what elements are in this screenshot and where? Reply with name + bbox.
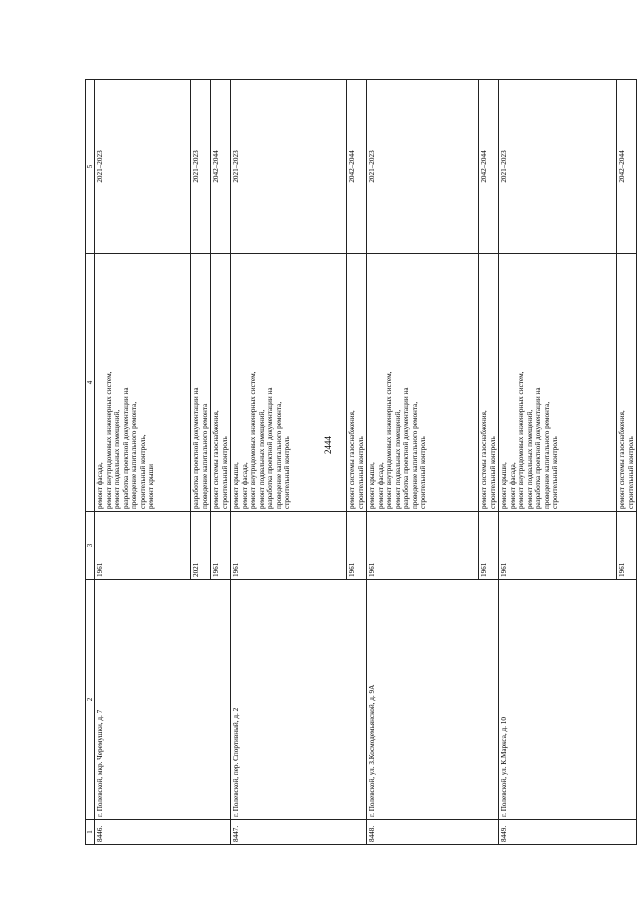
year-cell: 1961 <box>231 512 347 580</box>
work-item: строительный контроль, <box>138 434 147 509</box>
table-row <box>231 80 347 845</box>
works-cell <box>617 254 637 512</box>
work-item: проведение капитального ремонта, <box>410 401 419 509</box>
work-item: ремонт системы газоснабжения, <box>212 410 221 509</box>
table-body <box>95 80 637 845</box>
row-number: 8447. <box>231 820 367 845</box>
year-cell: 1961 <box>499 512 617 580</box>
work-item: ремонт фасада, <box>376 462 385 509</box>
address-cell: г. Полевской, мкр. Черемушки, д. 7 <box>95 580 231 820</box>
works-cell <box>367 254 479 512</box>
work-item: ремонт внутридомовых инженерных систем, <box>104 371 113 509</box>
work-item: разработка проектной документации на <box>192 387 201 509</box>
work-item: ремонт крыши <box>147 463 156 509</box>
works-cell <box>95 254 191 512</box>
address-cell: г. Полевской, ул. З.Космодемьянской, д. 9А <box>367 580 499 820</box>
header-col-3: 3 <box>86 512 95 580</box>
header-col-1: 1 <box>86 820 95 845</box>
period-cell: 2021–2023 <box>499 80 617 254</box>
table-header <box>86 80 95 845</box>
address-cell: г. Полевской, пер. Спортивный, д. 2 <box>231 580 367 820</box>
year-cell: 1961 <box>211 512 231 580</box>
works-cell <box>479 254 499 512</box>
year-cell: 2021 <box>191 512 211 580</box>
work-item: ремонт фасада, <box>508 462 517 509</box>
work-item: ремонт крыши, <box>232 462 241 509</box>
work-item: ремонт системы газоснабжения, <box>618 410 627 509</box>
work-item: ремонт системы газоснабжения, <box>348 410 357 509</box>
period-cell: 2021–2023 <box>367 80 479 254</box>
works-cell <box>211 254 231 512</box>
work-item: ремонт внутридомовых инженерных систем, <box>385 371 394 509</box>
work-item: разработка проектной документации на <box>121 387 130 509</box>
work-item: строительный контроль <box>356 436 365 509</box>
work-item: ремонт подвальных помещений, <box>113 409 122 509</box>
work-item: строительный контроль <box>220 436 229 509</box>
repair-schedule-table <box>85 79 637 845</box>
row-number: 8449. <box>499 820 637 845</box>
header-col-5: 5 <box>86 80 95 254</box>
period-cell: 2042–2044 <box>617 80 637 254</box>
year-cell: 1961 <box>617 512 637 580</box>
header-col-4: 4 <box>86 254 95 512</box>
period-cell: 2042–2044 <box>211 80 231 254</box>
header-row <box>86 80 95 845</box>
work-item: разработка проектной документации на <box>402 387 411 509</box>
works-cell <box>231 254 347 512</box>
work-item: ремонт крыши, <box>368 462 377 509</box>
work-item: ремонт фасада, <box>96 462 105 509</box>
work-item: проведение капитального ремонта, <box>542 401 551 509</box>
work-item: проведение капитального ремонта, <box>130 401 139 509</box>
work-item: разработка проектной документации на <box>534 387 543 509</box>
work-item: строительный контроль <box>488 436 497 509</box>
work-item: ремонт системы газоснабжения, <box>480 410 489 509</box>
year-cell: 1961 <box>479 512 499 580</box>
works-cell <box>347 254 367 512</box>
header-col-2: 2 <box>86 580 95 820</box>
work-item: ремонт внутридомовых инженерных систем, <box>249 371 258 509</box>
row-number: 8448. <box>367 820 499 845</box>
works-cell <box>191 254 211 512</box>
address-cell: г. Полевской, ул. К.Маркса, д. 10 <box>499 580 637 820</box>
work-item: строительный контроль <box>419 436 428 509</box>
rotated-table-wrapper <box>85 80 635 845</box>
work-item: ремонт внутридомовых инженерных систем, <box>517 371 526 509</box>
work-item: ремонт фасада, <box>240 462 249 509</box>
table-row <box>95 80 191 845</box>
table-row <box>499 80 617 845</box>
period-cell: 2021–2023 <box>231 80 347 254</box>
work-item: ремонт подвальных помещений, <box>393 409 402 509</box>
works-cell <box>499 254 617 512</box>
work-item: ремонт подвальных помещений, <box>525 409 534 509</box>
work-item: проведение капитального ремонта <box>200 403 209 509</box>
work-item: ремонт подвальных помещений, <box>257 409 266 509</box>
period-cell: 2021–2023 <box>95 80 191 254</box>
year-cell: 1961 <box>367 512 479 580</box>
year-cell: 1961 <box>95 512 191 580</box>
period-cell: 2042–2044 <box>347 80 367 254</box>
page-number: 2444 <box>323 436 333 454</box>
work-item: проведение капитального ремонта, <box>274 401 283 509</box>
year-cell: 1961 <box>347 512 367 580</box>
table-row <box>367 80 479 845</box>
work-item: строительный контроль <box>626 436 635 509</box>
work-item: ремонт крыши, <box>500 462 509 509</box>
row-number: 8446. <box>95 820 231 845</box>
work-item: строительный контроль <box>283 436 292 509</box>
period-cell: 2042–2044 <box>479 80 499 254</box>
work-item: строительный контроль <box>551 436 560 509</box>
period-cell: 2021–2023 <box>191 80 211 254</box>
work-item: разработка проектной документации на <box>266 387 275 509</box>
